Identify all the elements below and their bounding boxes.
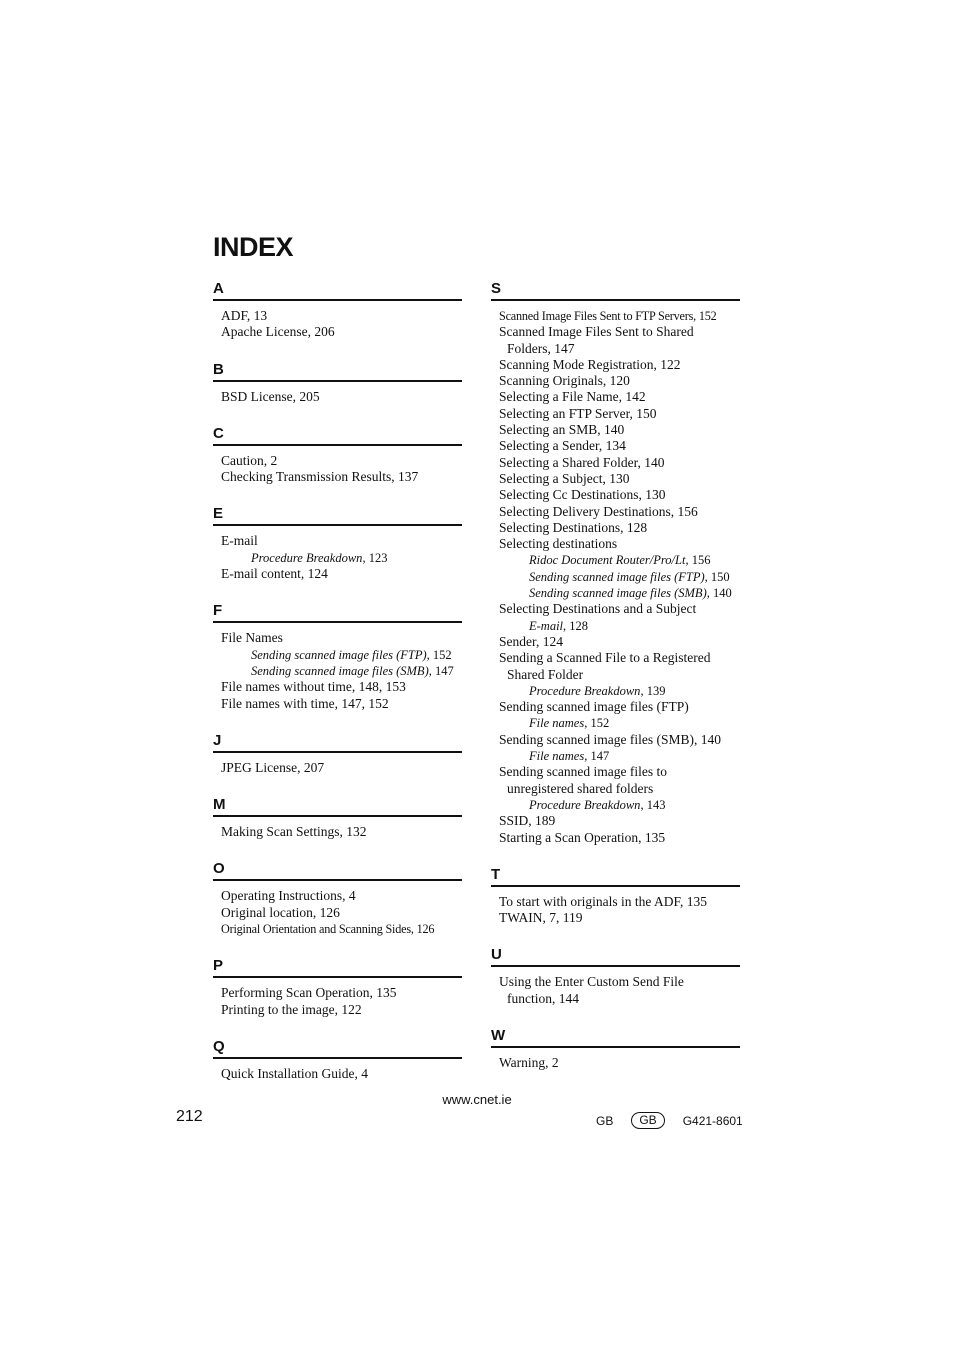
index-entry: Selecting Cc Destinations, 130: [499, 487, 666, 503]
index-section-e: [213, 503, 462, 582]
index-subentry: [491, 552, 740, 568]
index-entry: Apache License, 206: [221, 324, 335, 340]
subentry-term: Sending scanned image files (FTP): [251, 647, 427, 662]
index-subentry: [491, 797, 740, 813]
section-rule: [491, 1046, 740, 1048]
index-section-t: [491, 864, 740, 927]
index-column-left: [213, 278, 462, 1100]
section-letter: S: [491, 280, 502, 297]
index-subentry: [213, 647, 462, 663]
subentry-pages: , 150: [704, 569, 730, 584]
index-entry-continuation: unregistered shared folders: [507, 780, 654, 796]
index-entry: Selecting an SMB, 140: [499, 422, 625, 438]
index-section-u: [491, 944, 740, 1007]
model-code: G421-8601: [682, 1113, 743, 1128]
index-entry: File names with time, 147, 152: [221, 695, 389, 711]
subentry-pages: , 123: [362, 550, 388, 565]
index-entry: To start with originals in the ADF, 135: [499, 893, 707, 909]
index-entry: E-mail: [221, 533, 258, 549]
subentry-term: Ridoc Document Router/Pro/Lt: [529, 553, 686, 568]
section-rule: [213, 976, 462, 978]
section-rule: [491, 885, 740, 887]
section-rule: [213, 751, 462, 753]
index-entry: BSD License, 205: [221, 388, 320, 404]
subentry-term: Procedure Breakdown: [251, 550, 363, 565]
section-rule: [213, 879, 462, 881]
index-entry: Starting a Scan Operation, 135: [499, 829, 666, 845]
subentry-pages: , 143: [640, 797, 666, 812]
section-rule: [491, 299, 740, 301]
subentry-term: Sending scanned image files (SMB): [529, 586, 707, 601]
index-section-s: [491, 278, 740, 846]
section-letter: F: [213, 602, 223, 620]
index-subentry: [213, 663, 462, 679]
index-entry: Selecting an FTP Server, 150: [499, 405, 657, 421]
index-entry: Original location, 126: [221, 904, 340, 920]
index-entry: Sending scanned image files to: [499, 764, 667, 780]
section-rule: [213, 815, 462, 817]
index-entry: Original Orientation and Scanning Sides, 126: [221, 922, 435, 937]
section-letter: J: [213, 731, 222, 749]
subentry-pages: , 156: [685, 553, 711, 568]
index-entry: Sending a Scanned File to a Registered: [499, 650, 711, 666]
index-column-right: [491, 278, 740, 1089]
subentry-term: E-mail: [529, 618, 564, 633]
index-section-o: [213, 858, 462, 937]
index-entry: Sending scanned image files (FTP): [499, 699, 689, 715]
subentry-term: File names: [529, 716, 585, 731]
section-letter: W: [491, 1026, 506, 1044]
subentry-pages: , 139: [640, 683, 666, 698]
subentry-pages: , 140: [706, 586, 732, 601]
index-entry: TWAIN, 7, 119: [499, 910, 583, 926]
index-entry: Making Scan Settings, 132: [221, 824, 367, 840]
index-subentry: [491, 683, 740, 699]
index-entry: Scanning Originals, 120: [499, 373, 630, 389]
index-section-p: [213, 955, 462, 1018]
section-rule: [213, 444, 462, 446]
section-letter: B: [213, 360, 224, 378]
index-entry: ADF, 13: [221, 308, 268, 323]
index-section-a: [213, 278, 462, 341]
index-entry: Selecting a Sender, 134: [499, 438, 626, 454]
index-section-f: [213, 600, 462, 711]
index-section-b: [213, 359, 462, 405]
index-entry: Scanned Image Files Sent to Shared: [499, 324, 694, 340]
section-letter: Q: [213, 1037, 225, 1055]
index-entry: Selecting a File Name, 142: [499, 389, 646, 405]
index-entry-continuation: Folders, 147: [507, 340, 575, 356]
section-letter: T: [491, 865, 501, 883]
section-rule: [213, 299, 462, 301]
index-entry: File Names: [221, 630, 283, 646]
subentry-term: File names: [529, 749, 585, 764]
subentry-term: Sending scanned image files (SMB): [251, 663, 429, 678]
language-badge: GB: [631, 1112, 664, 1129]
section-letter: P: [213, 957, 224, 975]
index-entry: SSID, 189: [499, 813, 556, 829]
index-entry: Quick Installation Guide, 4: [221, 1065, 368, 1081]
index-entry: Selecting destinations: [499, 536, 618, 552]
subentry-term: Procedure Breakdown: [529, 683, 641, 698]
subentry-pages: , 128: [563, 618, 589, 633]
index-entry: Selecting Destinations, 128: [499, 519, 648, 535]
index-subentry: [491, 585, 740, 601]
index-entry: Scanning Mode Registration, 122: [499, 356, 681, 372]
section-rule: [213, 621, 462, 623]
index-entry: File names without time, 148, 153: [221, 679, 406, 695]
subentry-term: Sending scanned image files (FTP): [529, 569, 705, 584]
index-entry: Performing Scan Operation, 135: [221, 985, 397, 1001]
section-letter: U: [491, 946, 502, 964]
section-letter: C: [213, 424, 224, 442]
index-entry: Sending scanned image files (SMB), 140: [499, 731, 721, 747]
index-entry: Sender, 124: [499, 633, 563, 649]
index-section-m: [213, 794, 462, 840]
section-rule: [213, 524, 462, 526]
index-section-c: [213, 423, 462, 486]
section-rule: [213, 380, 462, 382]
index-subentry: [491, 618, 740, 634]
footer-url: www.cnet.ie: [442, 1092, 512, 1107]
index-entry: Selecting a Shared Folder, 140: [499, 454, 665, 470]
index-section-w: [491, 1025, 740, 1071]
index-section-q: [213, 1036, 462, 1082]
language-label: GB: [596, 1113, 614, 1128]
index-entry: Printing to the image, 122: [221, 1001, 362, 1017]
index-entry: Caution, 2: [221, 452, 278, 468]
section-letter: E: [213, 505, 224, 523]
index-subentry: [213, 550, 462, 566]
index-entry-continuation: function, 144: [507, 990, 579, 1006]
index-section-j: [213, 730, 462, 776]
page-title: INDEX: [213, 232, 294, 262]
subentry-pages: , 152: [584, 716, 610, 731]
section-rule: [213, 1057, 462, 1059]
index-subentry: [491, 715, 740, 731]
index-subentry: [491, 748, 740, 764]
index-entry: Selecting a Subject, 130: [499, 470, 630, 486]
subentry-pages: , 147: [428, 663, 454, 678]
index-entry-continuation: Shared Folder: [507, 666, 584, 682]
subentry-term: Procedure Breakdown: [529, 797, 641, 812]
index-entry: Scanned Image Files Sent to FTP Servers, 152: [499, 309, 717, 323]
index-entry: Checking Transmission Results, 137: [221, 469, 419, 485]
index-entry: Using the Enter Custom Send File: [499, 974, 684, 990]
section-letter: A: [213, 280, 224, 297]
subentry-pages: , 147: [584, 749, 610, 764]
index-entry: Warning, 2: [499, 1054, 559, 1070]
section-letter: M: [213, 796, 226, 814]
section-letter: O: [213, 860, 225, 878]
index-entry: Selecting Destinations and a Subject: [499, 601, 697, 617]
index-entry: Operating Instructions, 4: [221, 888, 356, 904]
index-subentry: [491, 569, 740, 585]
subentry-pages: , 152: [426, 647, 452, 662]
index-entry: Selecting Delivery Destinations, 156: [499, 503, 698, 519]
index-entry: E-mail content, 124: [221, 566, 328, 582]
footer-info: [596, 1112, 743, 1129]
index-entry: JPEG License, 207: [221, 759, 325, 775]
section-rule: [491, 965, 740, 967]
page-number: 212: [176, 1108, 203, 1125]
